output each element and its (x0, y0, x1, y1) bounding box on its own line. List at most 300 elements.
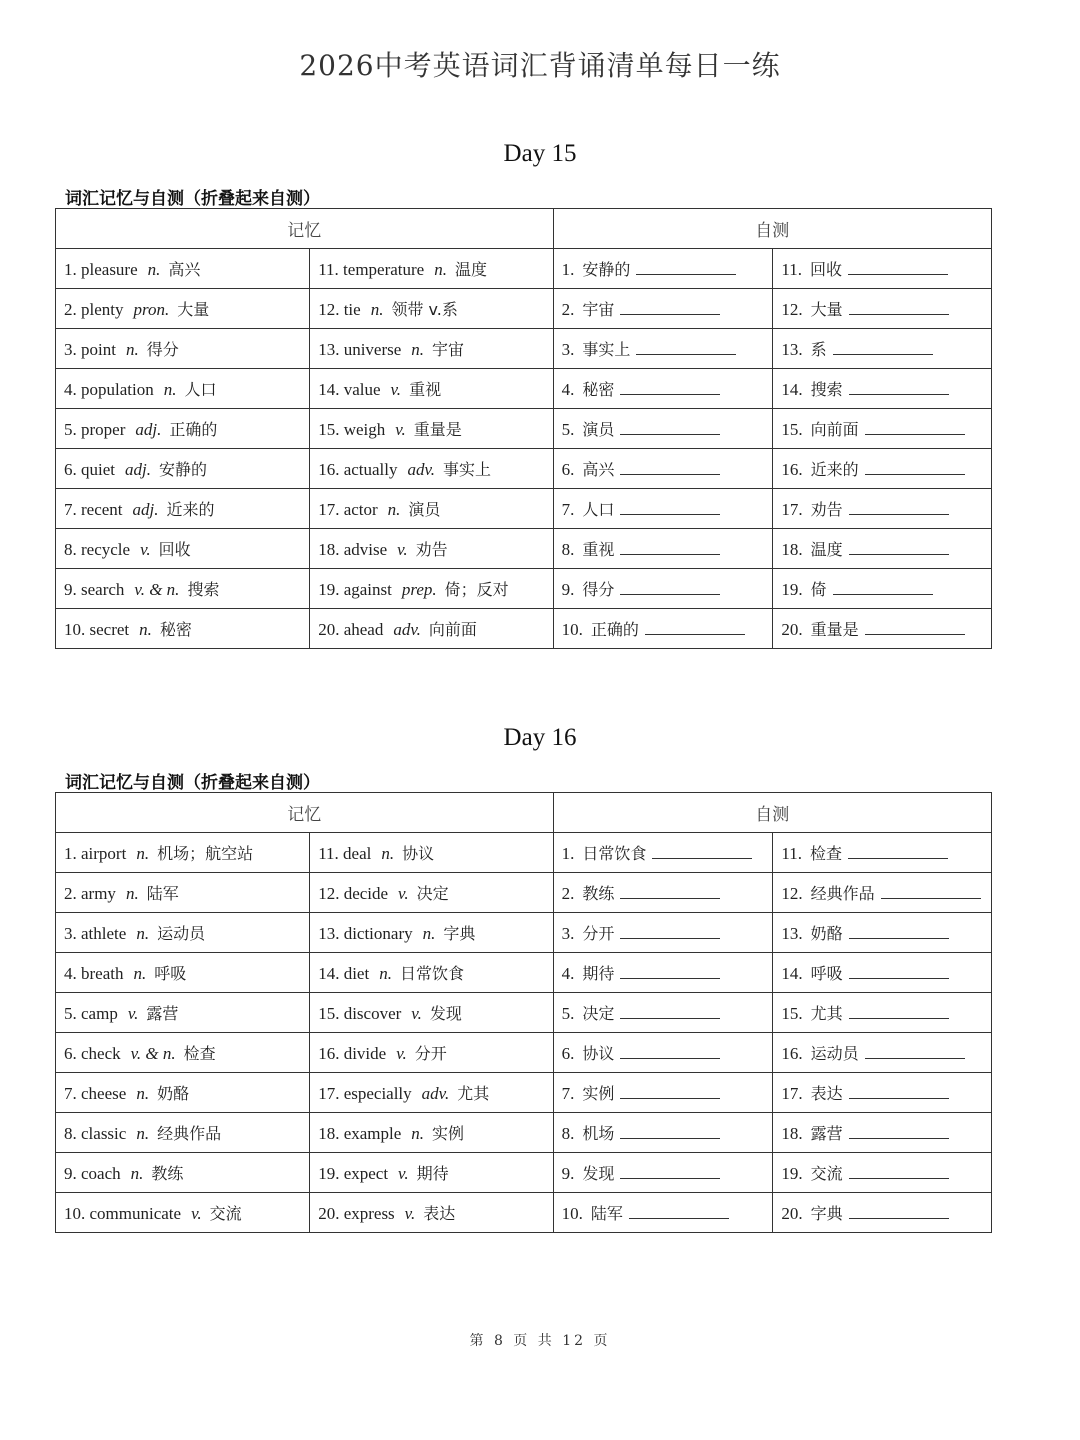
item-number: 2. (561, 884, 575, 903)
memory-cell (56, 329, 310, 369)
chinese-meaning: 发现 (429, 1004, 462, 1023)
answer-blank[interactable] (645, 619, 745, 635)
vocab-word: 2. plenty (64, 300, 124, 319)
self-test-cell (553, 289, 773, 329)
vocab-word: 1. airport (64, 844, 127, 863)
vocab-word: 9. search (64, 580, 125, 599)
part-of-speech: v. (397, 540, 408, 559)
chinese-meaning: 呼吸 (154, 964, 187, 983)
answer-blank[interactable] (629, 1203, 729, 1219)
page-footer: 第 8 页 共 12 页 (469, 1333, 611, 1349)
self-test-cell (773, 1113, 992, 1153)
vocab-word: 19. expect (318, 1164, 389, 1183)
vocab-word: 20. express (318, 1204, 395, 1223)
chinese-meaning: 重量是 (413, 420, 462, 439)
memory-cell (310, 873, 553, 913)
chinese-prompt: 尤其 (810, 1004, 843, 1023)
vocab-word: 17. actor (318, 500, 378, 519)
item-number: 11. (781, 260, 802, 279)
self-test-cell (553, 369, 773, 409)
chinese-prompt: 演员 (582, 420, 615, 439)
self-test-cell (773, 833, 992, 873)
answer-blank[interactable] (849, 963, 949, 979)
answer-blank[interactable] (620, 1163, 720, 1179)
answer-blank[interactable] (833, 339, 933, 355)
self-test-cell (553, 489, 773, 529)
memory-cell (310, 1153, 553, 1193)
chinese-meaning: 字典 (443, 924, 476, 943)
vocab-word: 15. discover (318, 1004, 402, 1023)
memory-cell (56, 489, 310, 529)
memory-cell (56, 529, 310, 569)
self-test-cell (553, 569, 773, 609)
chinese-prompt: 劝告 (810, 500, 843, 519)
table-row (56, 489, 992, 529)
chinese-prompt: 事实上 (582, 340, 631, 359)
vocab-word: 10. communicate (64, 1204, 182, 1223)
part-of-speech: n. (125, 884, 139, 903)
item-number: 18. (781, 1124, 803, 1143)
answer-blank[interactable] (849, 299, 949, 315)
vocab-word: 11. deal (318, 844, 372, 863)
part-of-speech: v. & n. (134, 580, 180, 599)
chinese-meaning: 得分 (146, 340, 179, 359)
chinese-prompt: 宇宙 (582, 300, 615, 319)
vocab-word: 10. secret (64, 620, 130, 639)
memory-cell (310, 289, 553, 329)
answer-blank[interactable] (848, 843, 948, 859)
item-number: 1. (561, 844, 575, 863)
self-test-cell (773, 1153, 992, 1193)
item-number: 3. (561, 340, 575, 359)
vocab-word: 16. divide (318, 1044, 387, 1063)
memory-cell (56, 609, 310, 649)
chinese-meaning: 安静的 (158, 460, 207, 479)
item-number: 5. (561, 1004, 575, 1023)
self-test-cell (773, 249, 992, 289)
chinese-prompt: 发现 (582, 1164, 615, 1183)
chinese-meaning: 演员 (408, 500, 441, 519)
memory-cell (310, 1193, 553, 1233)
item-number: 9. (561, 1164, 575, 1183)
part-of-speech: adv. (407, 460, 436, 479)
item-number: 12. (781, 300, 803, 319)
memory-cell (310, 529, 553, 569)
answer-blank[interactable] (620, 1003, 720, 1019)
item-number: 18. (781, 540, 803, 559)
chinese-meaning: 表达 (423, 1204, 456, 1223)
chinese-prompt: 高兴 (582, 460, 615, 479)
item-number: 15. (781, 420, 803, 439)
item-number: 12. (781, 884, 803, 903)
part-of-speech: n. (136, 924, 150, 943)
chinese-meaning: 人口 (184, 380, 217, 399)
chinese-prompt: 人口 (582, 500, 615, 519)
item-number: 5. (561, 420, 575, 439)
table-row (56, 529, 992, 569)
item-number: 20. (781, 620, 803, 639)
chinese-meaning: 大量 (177, 300, 210, 319)
vocab-word: 12. decide (318, 884, 389, 903)
item-number: 4. (561, 380, 575, 399)
memory-cell (310, 953, 553, 993)
memory-cell (310, 409, 553, 449)
answer-blank[interactable] (865, 459, 965, 475)
item-number: 14. (781, 380, 803, 399)
chinese-meaning: 回收 (158, 540, 191, 559)
answer-blank[interactable] (620, 379, 720, 395)
part-of-speech: prep. (401, 580, 437, 599)
chinese-meaning: 宇宙 (432, 340, 465, 359)
part-of-speech: v. (404, 1204, 416, 1223)
chinese-meaning: 领带 v.系 (391, 300, 458, 319)
document-title: 2026中考英语词汇背诵清单每日一练 (299, 49, 781, 82)
vocab-word: 1. pleasure (64, 260, 138, 279)
vocab-word: 4. population (64, 380, 154, 399)
part-of-speech: n. (136, 1084, 150, 1103)
chinese-prompt: 回收 (809, 260, 842, 279)
chinese-prompt: 表达 (810, 1084, 843, 1103)
part-of-speech: v. (398, 1164, 409, 1183)
chinese-prompt: 向前面 (810, 420, 859, 439)
answer-blank[interactable] (620, 963, 720, 979)
part-of-speech: adj. (125, 460, 151, 479)
vocab-word: 6. check (64, 1044, 121, 1063)
vocab-word: 5. camp (64, 1004, 118, 1023)
memory-cell (56, 1073, 310, 1113)
vocab-word: 19. against (318, 580, 392, 599)
chinese-meaning: 实例 (432, 1124, 465, 1143)
table-row (56, 1073, 992, 1113)
item-number: 10. (561, 620, 583, 639)
vocab-word: 18. example (318, 1124, 402, 1143)
answer-blank[interactable] (849, 923, 949, 939)
vocab-word: 8. classic (64, 1124, 127, 1143)
vocab-word: 3. point (64, 340, 116, 359)
answer-blank[interactable] (620, 539, 720, 555)
self-test-cell (773, 529, 992, 569)
memory-cell (310, 1113, 553, 1153)
item-number: 6. (561, 460, 575, 479)
table-row (56, 329, 992, 369)
vocab-word: 14. value (318, 380, 381, 399)
self-test-cell (553, 1073, 773, 1113)
answer-blank[interactable] (620, 499, 720, 515)
chinese-meaning: 机场；航空站 (157, 844, 254, 863)
chinese-prompt: 期待 (582, 964, 615, 983)
vocab-word: 4. breath (64, 964, 124, 983)
chinese-meaning: 尤其 (457, 1084, 490, 1103)
self-test-cell (773, 873, 992, 913)
chinese-prompt: 搜索 (810, 380, 843, 399)
chinese-meaning: 露营 (146, 1004, 179, 1023)
table-row (56, 1113, 992, 1153)
item-number: 16. (781, 1044, 803, 1063)
memory-cell (56, 369, 310, 409)
part-of-speech: v. (398, 884, 409, 903)
part-of-speech: n. (130, 1164, 144, 1183)
answer-blank[interactable] (849, 499, 949, 515)
memory-cell (56, 953, 310, 993)
memory-cell (56, 249, 310, 289)
self-test-cell (553, 953, 773, 993)
vocab-word: 7. cheese (64, 1084, 127, 1103)
self-test-cell (773, 953, 992, 993)
chinese-meaning: 向前面 (428, 620, 477, 639)
answer-blank[interactable] (881, 883, 981, 899)
memory-cell (310, 329, 553, 369)
chinese-prompt: 实例 (582, 1084, 615, 1103)
answer-blank[interactable] (849, 1003, 949, 1019)
chinese-prompt: 奶酪 (810, 924, 843, 943)
chinese-meaning: 事实上 (443, 460, 492, 479)
memory-cell (310, 249, 553, 289)
self-test-cell (773, 1073, 992, 1113)
vocab-word: 13. dictionary (318, 924, 413, 943)
answer-blank[interactable] (620, 459, 720, 475)
memory-cell (56, 993, 310, 1033)
chinese-meaning: 秘密 (159, 620, 192, 639)
memory-cell (56, 1193, 310, 1233)
self-test-cell (773, 369, 992, 409)
answer-blank[interactable] (636, 339, 736, 355)
chinese-prompt: 温度 (810, 540, 843, 559)
table-row (56, 833, 992, 873)
answer-blank[interactable] (636, 259, 736, 275)
table-row (56, 569, 992, 609)
memory-cell (56, 1113, 310, 1153)
memory-cell (56, 1033, 310, 1073)
answer-blank[interactable] (620, 1043, 720, 1059)
chinese-meaning: 劝告 (415, 540, 448, 559)
table-row (56, 289, 992, 329)
part-of-speech: n. (370, 300, 384, 319)
answer-blank[interactable] (620, 299, 720, 315)
memory-cell (56, 913, 310, 953)
table-row (56, 449, 992, 489)
chinese-meaning: 奶酪 (157, 1084, 190, 1103)
self-test-cell (553, 409, 773, 449)
vocab-word: 13. universe (318, 340, 402, 359)
chinese-prompt: 系 (810, 340, 827, 359)
day-title: Day 15 (503, 140, 577, 167)
chinese-prompt: 露营 (810, 1124, 843, 1143)
memory-cell (310, 1073, 553, 1113)
self-test-cell (553, 449, 773, 489)
item-number: 17. (781, 500, 803, 519)
self-test-cell (553, 833, 773, 873)
vocab-table-day-15 (55, 208, 992, 649)
answer-blank[interactable] (652, 843, 752, 859)
memory-cell (56, 833, 310, 873)
answer-blank[interactable] (848, 259, 948, 275)
chinese-prompt: 重量是 (810, 620, 859, 639)
section-label: 词汇记忆与自测（折叠起来自测） (65, 189, 320, 209)
self-test-cell (553, 913, 773, 953)
answer-blank[interactable] (849, 1123, 949, 1139)
answer-blank[interactable] (849, 1203, 949, 1219)
chinese-meaning: 经典作品 (157, 1124, 222, 1143)
part-of-speech: v. (191, 1204, 202, 1223)
part-of-speech: n. (133, 964, 147, 983)
answer-blank[interactable] (620, 1123, 720, 1139)
self-test-cell (773, 409, 992, 449)
table-row (56, 409, 992, 449)
chinese-meaning: 决定 (416, 884, 449, 903)
day-title: Day 16 (503, 724, 577, 751)
item-number: 11. (781, 844, 802, 863)
self-test-cell (553, 1193, 773, 1233)
table-row (56, 993, 992, 1033)
memory-header: 记忆 (56, 793, 554, 833)
part-of-speech: n. (136, 844, 150, 863)
table-row (56, 249, 992, 289)
self-test-cell (773, 1033, 992, 1073)
table-row (56, 1153, 992, 1193)
self-test-cell (773, 489, 992, 529)
self-test-cell (773, 913, 992, 953)
self-test-cell (773, 1193, 992, 1233)
item-number: 20. (781, 1204, 803, 1223)
chinese-prompt: 近来的 (810, 460, 859, 479)
memory-header: 记忆 (56, 209, 554, 249)
chinese-meaning: 教练 (151, 1164, 184, 1183)
chinese-prompt: 重视 (582, 540, 615, 559)
part-of-speech: adj. (132, 500, 159, 519)
answer-blank[interactable] (620, 883, 720, 899)
table-row (56, 1033, 992, 1073)
item-number: 13. (781, 340, 803, 359)
chinese-prompt: 安静的 (582, 260, 631, 279)
item-number: 10. (561, 1204, 583, 1223)
self-test-cell (553, 329, 773, 369)
part-of-speech: n. (125, 340, 139, 359)
self-test-cell (553, 249, 773, 289)
memory-cell (310, 489, 553, 529)
vocab-word: 11. temperature (318, 260, 425, 279)
self-test-header: 自测 (553, 209, 991, 249)
vocab-word: 16. actually (318, 460, 398, 479)
answer-blank[interactable] (865, 419, 965, 435)
chinese-prompt: 运动员 (810, 1044, 859, 1063)
memory-cell (310, 369, 553, 409)
answer-blank[interactable] (833, 579, 933, 595)
answer-blank[interactable] (849, 539, 949, 555)
answer-blank[interactable] (865, 1043, 965, 1059)
chinese-meaning: 交流 (209, 1204, 242, 1223)
part-of-speech: n. (434, 260, 447, 279)
item-number: 6. (561, 1044, 575, 1063)
table-row (56, 609, 992, 649)
item-number: 8. (561, 1124, 575, 1143)
vocab-word: 12. tie (318, 300, 361, 319)
chinese-prompt: 交流 (810, 1164, 843, 1183)
memory-cell (56, 409, 310, 449)
part-of-speech: n. (387, 500, 401, 519)
memory-cell (310, 609, 553, 649)
memory-cell (56, 873, 310, 913)
answer-blank[interactable] (849, 379, 949, 395)
part-of-speech: v. (140, 540, 151, 559)
chinese-meaning: 运动员 (157, 924, 206, 943)
vocab-word: 14. diet (318, 964, 370, 983)
answer-blank[interactable] (849, 1083, 949, 1099)
chinese-meaning: 温度 (454, 260, 487, 279)
part-of-speech: adv. (421, 1084, 450, 1103)
chinese-meaning: 协议 (402, 844, 435, 863)
self-test-cell (773, 993, 992, 1033)
self-test-cell (553, 993, 773, 1033)
vocab-word: 6. quiet (64, 460, 115, 479)
answer-blank[interactable] (620, 419, 720, 435)
chinese-meaning: 正确的 (169, 420, 218, 439)
chinese-meaning: 重视 (409, 380, 442, 399)
chinese-prompt: 正确的 (590, 620, 639, 639)
table-row (56, 953, 992, 993)
vocab-word: 8. recycle (64, 540, 131, 559)
item-number: 9. (561, 580, 575, 599)
vocab-word: 20. ahead (318, 620, 384, 639)
chinese-meaning: 日常饮食 (399, 964, 464, 983)
vocab-word: 5. proper (64, 420, 126, 439)
answer-blank[interactable] (620, 923, 720, 939)
vocab-word: 2. army (64, 884, 116, 903)
chinese-prompt: 大量 (810, 300, 843, 319)
item-number: 1. (561, 260, 575, 279)
self-test-cell (553, 1153, 773, 1193)
table-row (56, 1193, 992, 1233)
chinese-prompt: 经典作品 (810, 884, 875, 903)
chinese-prompt: 分开 (582, 924, 615, 943)
answer-blank[interactable] (620, 579, 720, 595)
self-test-cell (553, 529, 773, 569)
part-of-speech: n. (147, 260, 161, 279)
part-of-speech: n. (379, 964, 392, 983)
answer-blank[interactable] (865, 619, 965, 635)
answer-blank[interactable] (849, 1163, 949, 1179)
self-test-cell (773, 289, 992, 329)
chinese-prompt: 教练 (582, 884, 615, 903)
self-test-cell (773, 569, 992, 609)
part-of-speech: n. (163, 380, 177, 399)
chinese-prompt: 检查 (809, 844, 842, 863)
memory-cell (56, 289, 310, 329)
vocab-word: 9. coach (64, 1164, 121, 1183)
memory-cell (56, 569, 310, 609)
chinese-prompt: 得分 (582, 580, 615, 599)
part-of-speech: adj. (135, 420, 162, 439)
item-number: 7. (561, 500, 575, 519)
chinese-prompt: 机场 (582, 1124, 615, 1143)
answer-blank[interactable] (620, 1083, 720, 1099)
chinese-meaning: 近来的 (166, 500, 215, 519)
item-number: 4. (561, 964, 575, 983)
part-of-speech: n. (139, 620, 152, 639)
chinese-prompt: 秘密 (582, 380, 615, 399)
part-of-speech: v. (411, 1004, 422, 1023)
part-of-speech: v. (395, 420, 406, 439)
self-test-cell (553, 1033, 773, 1073)
memory-cell (56, 449, 310, 489)
self-test-header: 自测 (553, 793, 991, 833)
self-test-cell (773, 609, 992, 649)
chinese-prompt: 协议 (582, 1044, 615, 1063)
vocab-word: 18. advise (318, 540, 388, 559)
chinese-prompt: 呼吸 (810, 964, 843, 983)
item-number: 19. (781, 1164, 803, 1183)
chinese-prompt: 字典 (810, 1204, 843, 1223)
item-number: 7. (561, 1084, 575, 1103)
